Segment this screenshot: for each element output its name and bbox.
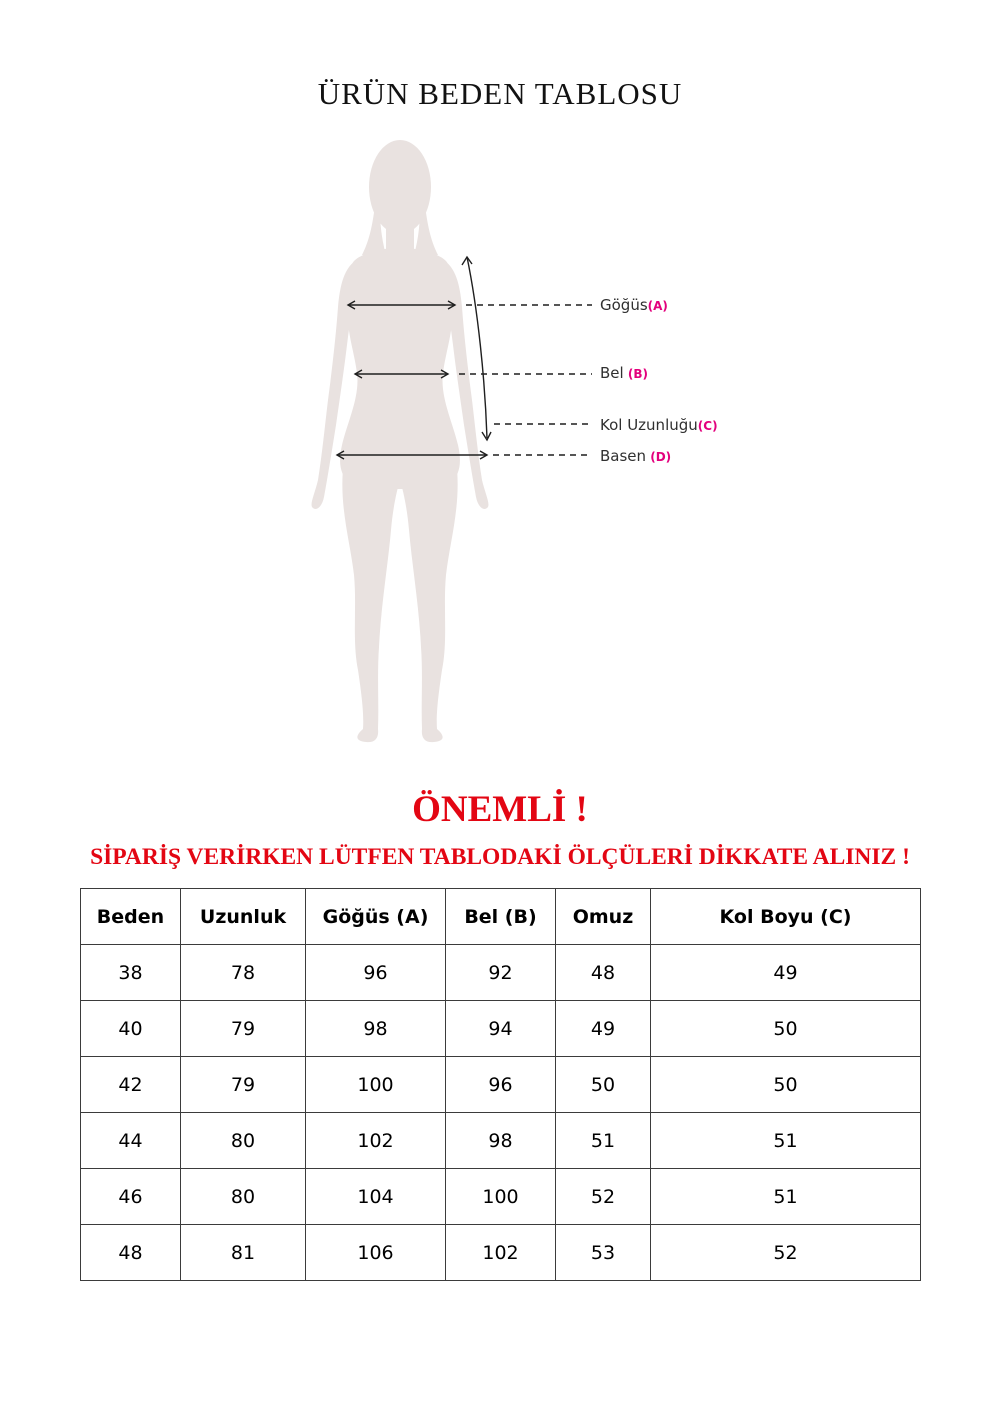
label-code: (D)	[646, 450, 672, 464]
page-title: ÜRÜN BEDEN TABLOSU	[317, 76, 683, 111]
table-cell: 44	[81, 1113, 181, 1169]
size-table	[80, 888, 921, 1281]
table-cell: 53	[556, 1225, 651, 1281]
table-cell: 51	[556, 1113, 651, 1169]
table-cell: 50	[651, 1057, 921, 1113]
table-cell: 51	[651, 1113, 921, 1169]
table-cell: 80	[181, 1169, 306, 1225]
column-header-omuz: Omuz	[556, 889, 651, 945]
table-cell: 98	[446, 1113, 556, 1169]
table-row	[81, 1113, 921, 1169]
measurement-label-kol-uzunlugu	[600, 416, 718, 435]
table-cell: 98	[306, 1001, 446, 1057]
table-cell: 52	[651, 1225, 921, 1281]
size-table-header-row	[81, 889, 921, 945]
arm-length-measure-arrow	[462, 257, 592, 440]
table-cell: 100	[306, 1057, 446, 1113]
label-text: Bel	[600, 364, 624, 382]
table-cell: 92	[446, 945, 556, 1001]
table-row	[81, 945, 921, 1001]
table-cell: 79	[181, 1001, 306, 1057]
label-code: (B)	[623, 367, 648, 381]
table-cell: 52	[556, 1169, 651, 1225]
table-cell: 50	[556, 1057, 651, 1113]
table-cell: 78	[181, 945, 306, 1001]
table-cell: 80	[181, 1113, 306, 1169]
table-cell: 38	[81, 945, 181, 1001]
table-cell: 106	[306, 1225, 446, 1281]
label-text: Göğüs	[600, 296, 648, 314]
table-cell: 48	[556, 945, 651, 1001]
measurement-label-basen	[600, 447, 671, 466]
table-cell: 46	[81, 1169, 181, 1225]
table-cell: 96	[306, 945, 446, 1001]
table-cell: 49	[651, 945, 921, 1001]
column-header-beden: Beden	[81, 889, 181, 945]
label-text: Kol Uzunluğu	[600, 416, 698, 434]
table-cell: 81	[181, 1225, 306, 1281]
size-table-body	[81, 945, 921, 1281]
label-code: (C)	[697, 419, 718, 433]
table-cell: 49	[556, 1001, 651, 1057]
measurement-label-bel	[600, 364, 648, 383]
column-header-gogus: Göğüs (A)	[306, 889, 446, 945]
label-text: Basen	[600, 447, 647, 465]
table-cell: 104	[306, 1169, 446, 1225]
table-row	[81, 1225, 921, 1281]
table-row	[81, 1057, 921, 1113]
order-warning-text: SİPARİŞ VERİRKEN LÜTFEN TABLODAKİ ÖLÇÜLERİ DİKKATE ALINIZ !	[90, 844, 910, 870]
table-cell: 100	[446, 1169, 556, 1225]
body-silhouette	[312, 140, 489, 742]
column-header-bel: Bel (B)	[446, 889, 556, 945]
column-header-kol-boyu: Kol Boyu (C)	[651, 889, 921, 945]
table-cell: 50	[651, 1001, 921, 1057]
table-cell: 102	[446, 1225, 556, 1281]
table-cell: 96	[446, 1057, 556, 1113]
body-measurement-diagram	[280, 135, 595, 765]
important-heading: ÖNEMLİ !	[412, 789, 588, 830]
column-header-uzunluk: Uzunluk	[181, 889, 306, 945]
table-cell: 48	[81, 1225, 181, 1281]
table-cell: 102	[306, 1113, 446, 1169]
table-row	[81, 1001, 921, 1057]
table-cell: 94	[446, 1001, 556, 1057]
table-cell: 42	[81, 1057, 181, 1113]
table-cell: 79	[181, 1057, 306, 1113]
label-code: (A)	[647, 299, 668, 313]
table-cell: 40	[81, 1001, 181, 1057]
table-row	[81, 1169, 921, 1225]
table-cell: 51	[651, 1169, 921, 1225]
measurement-label-gogus	[600, 296, 668, 315]
